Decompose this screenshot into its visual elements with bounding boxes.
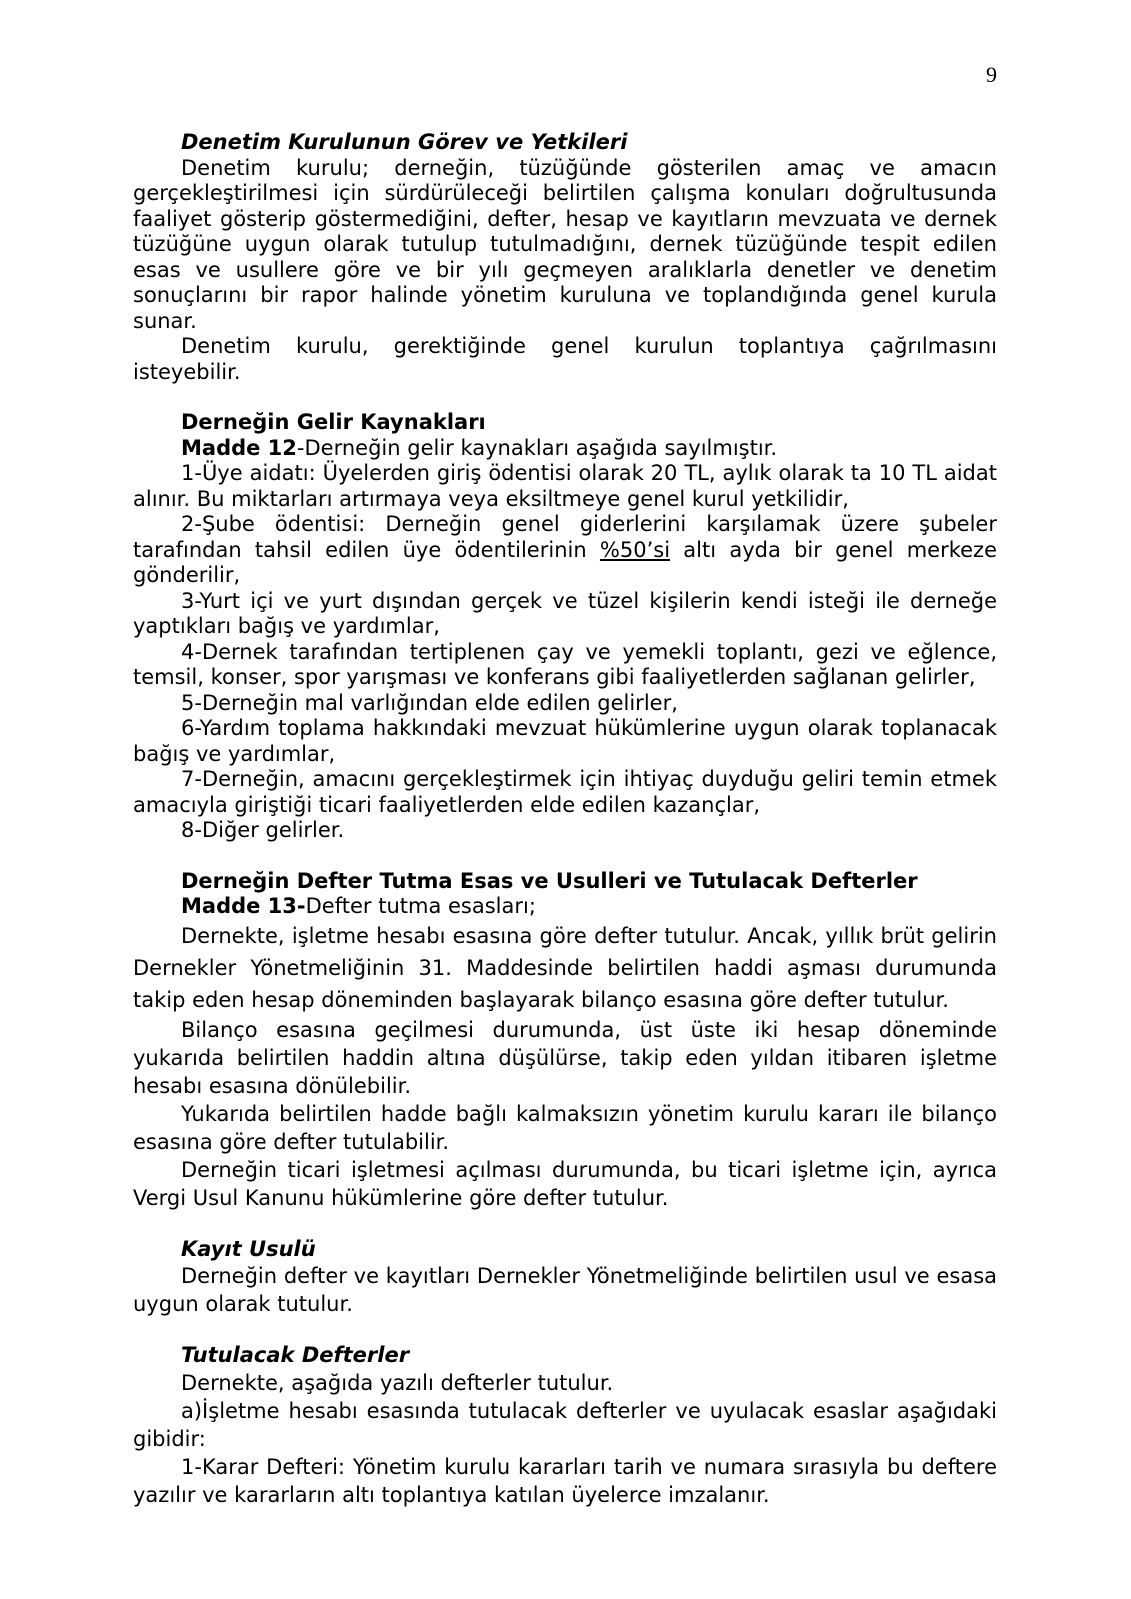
section-defter-tutma [133,869,997,1212]
paragraph-defterler-3: 1-Karar Defteri: Yönetim kurulu kararları tarih ve numara sırasıyla bu deftere yazılır ve kararların altı toplantıya katılan üyelerce imzalanır. [133,1454,997,1507]
gelir-2-underlined-percentage: %50’si [599,537,671,562]
paragraph-defter-3: Yukarıda belirtilen hadde bağlı kalmaksızın yönetim kurulu kararı ile bilanço esasına göre defter tutulabilir. [133,1101,997,1154]
heading-defter-tutma-esas-ve-usulleri: Derneğin Defter Tutma Esas ve Usulleri ve Tutulacak Defterler [181,868,918,893]
document-content [133,130,997,1509]
madde-12-text: -Derneğin gelir kaynakları aşağıda sayılmıştır. [296,435,778,460]
madde-13-text: Defter tutma esasları; [305,894,536,918]
paragraph-defterler-1: Dernekte, aşağıda yazılı defterler tutulur. [181,1370,614,1395]
list-item-gelir-7: 7-Derneğin, amacını gerçekleştirmek için ihtiyaç duyduğu geliri temin etmek amacıyla giriştiği ticari faaliyetlerden elde edilen kazançlar, [133,767,997,817]
paragraph-madde-13 [133,894,997,920]
heading-tutulacak-defterler: Tutulacak Defterler [181,1343,410,1367]
paragraph-denetim-1: Denetim kurulu; derneğin, tüzüğünde gösterilen amaç ve amacın gerçekleştirilmesi için sürdürüleceği belirtilen çalışma konuları doğrultusunda faaliyet gösterip göstermediğini, defter, hesap ve kayıtların mevzuata ve dernek tüzüğüne uygun olarak tutulup tutulmadığını, dernek tüzüğünde tespit edilen esas ve usullere göre ve bir yılı geçmeyen aralıklarla denetler ve denetim sonuçlarını bir rapor halinde yönetim kuruluna ve toplandığında genel kurula sunar. [133,155,997,333]
section-kayit-usulu [133,1237,997,1319]
page-number: 9 [986,62,997,87]
heading-kayit-usulu: Kayıt Usulü [181,1236,316,1261]
list-item-gelir-2 [133,512,997,589]
paragraph-defter-4: Derneğin ticari işletmesi açılması durumunda, bu ticari işletme için, ayrıca Vergi Usul Kanunu hükümlerine göre defter tutulur. [133,1157,997,1210]
list-item-gelir-8: 8-Diğer gelirler. [181,818,345,842]
madde-13-label: Madde 13- [181,894,306,918]
heading-denetim-kurulunun-gorev-ve-yetkileri: Denetim Kurulunun Görev ve Yetkileri [181,130,628,154]
section-tutulacak-defterler [133,1343,997,1509]
list-item-gelir-3: 3-Yurt içi ve yurt dışından gerçek ve tüzel kişilerin kendi isteği ile derneğe yaptıkları bağış ve yardımlar, [133,588,997,638]
paragraph-kayit-1: Derneğin defter ve kayıtları Dernekler Yönetmeliğinde belirtilen usul ve esasa uygun olarak tutulur. [133,1264,997,1316]
section-denetim-kurulu [133,130,997,385]
paragraph-defterler-2: a)İşletme hesabı esasında tutulacak defterler ve uyulacak esaslar aşağıdaki gibidir: [133,1398,997,1451]
section-gelir-kaynaklari [133,410,997,844]
list-item-gelir-4: 4-Dernek tarafından tertiplenen çay ve yemekli toplantı, gezi ve eğlence, temsil, konser, spor yarışması ve konferans gibi faaliyetlerden sağlanan gelirler, [133,639,997,689]
madde-12-label: Madde 12 [181,435,297,460]
list-item-gelir-1: 1-Üye aidatı: Üyelerden giriş ödentisi olarak 20 TL, aylık olarak ta 10 TL aidat alınır. Bu miktarları artırmaya veya eksiltmeye genel kurul yetkilidir, [133,461,997,511]
list-item-gelir-5: 5-Derneğin mal varlığından elde edilen gelirler, [181,690,678,715]
paragraph-madde-12 [133,436,997,462]
heading-dernegin-gelir-kaynaklari: Derneğin Gelir Kaynakları [181,410,486,434]
list-item-gelir-6: 6-Yardım toplama hakkındaki mevzuat hükümlerine uygun olarak toplanacak bağış ve yardımlar, [133,716,997,766]
paragraph-defter-2: Bilanço esasına geçilmesi durumunda, üst üste iki hesap döneminde yukarıda belirtilen haddin altına düşülürse, takip eden yıldan itibaren işletme hesabı esasına dönülebilir. [133,1017,997,1098]
gelir-2-text-pre: 2-Şube ödentisi: Derneğin genel giderlerini karşılamak üzere şubeler tarafından tahsil edilen üye ödentilerinin [133,512,997,562]
paragraph-defter-1: Dernekte, işletme hesabı esasına göre defter tutulur. Ancak, yıllık brüt gelirin Dernekler Yönetmeliğinin 31. Maddesinde belirtilen haddi aşması durumunda takip eden hesap döneminden başlayarak bilanço esasına göre defter tutulur. [133,923,997,1012]
paragraph-denetim-2: Denetim kurulu, gerektiğinde genel kurulun toplantıya çağrılmasını isteyebilir. [133,334,997,384]
gelir-2-text-post: altı ayda bir genel merkeze gönderilir, [133,537,997,587]
